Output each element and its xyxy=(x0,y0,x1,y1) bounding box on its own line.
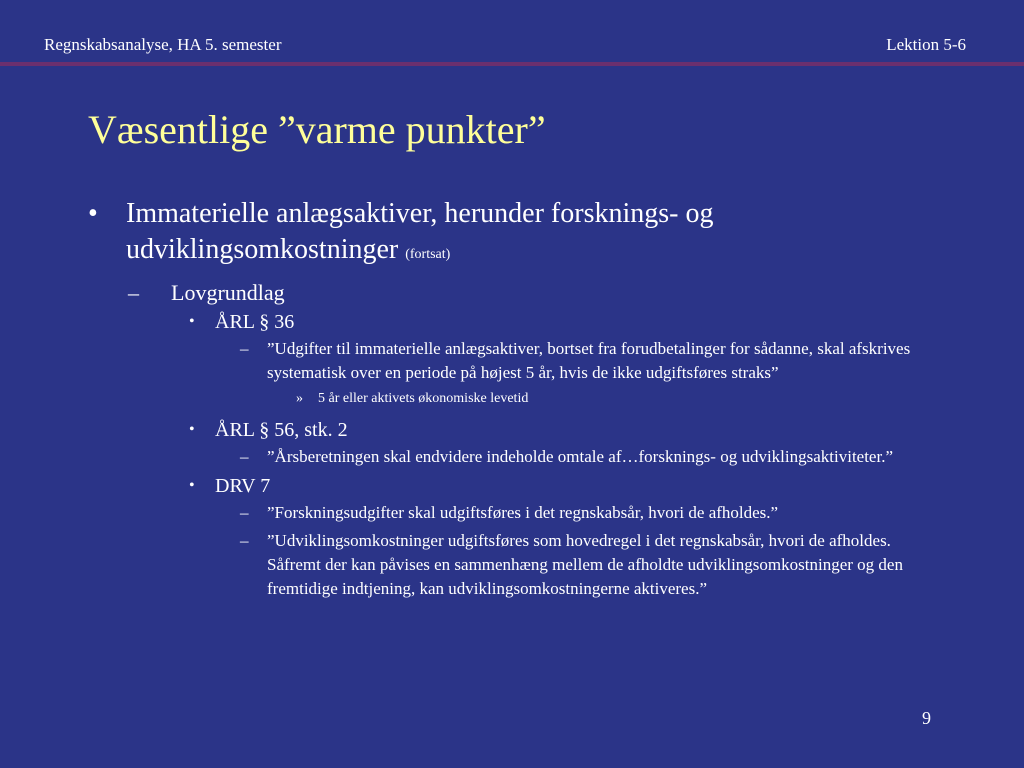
continued-note: (fortsat) xyxy=(405,247,451,262)
lecture-label: Lektion 5-6 xyxy=(886,35,966,54)
bullet-text: Lovgrundlag xyxy=(171,280,285,305)
bullet-arl36-note xyxy=(296,389,1024,409)
bullet-arl56-quote xyxy=(240,445,1024,469)
dash-mark: – xyxy=(128,280,139,305)
bullet-text xyxy=(126,196,906,273)
slide-body xyxy=(0,196,1024,605)
chevron-mark: » xyxy=(296,391,303,406)
course-title: Regnskabsanalyse, HA 5. semester xyxy=(44,35,282,54)
bullet-drv7-quote1 xyxy=(240,501,1024,525)
bullet-text: ÅRL § 56, stk. 2 xyxy=(215,419,348,441)
bullet-text: ÅRL § 36 xyxy=(215,311,295,333)
page-number: 9 xyxy=(922,708,931,728)
note-text: 5 år eller aktivets økonomiske levetid xyxy=(318,391,529,406)
dash-mark: – xyxy=(240,447,249,466)
bullet-drv7 xyxy=(189,473,1024,499)
bullet-main xyxy=(88,196,1024,273)
quote-text: ”Forskningsudgifter skal udgiftsføres i det regnskabsår, hvori de afholdes.” xyxy=(267,503,779,522)
bullet-drv7-quote2 xyxy=(240,529,1024,601)
bullet-arl36-quote xyxy=(240,337,1024,385)
slide-header xyxy=(0,0,1024,62)
quote-text: ”Udgifter til immaterielle anlægsaktiver, bortset fra forudbetalinger for sådanne, skal afskrives systematisk over en periode på højest 5 år, hvis de ikke udgiftsføres straks” xyxy=(267,339,911,382)
bullet-arl56 xyxy=(189,417,1024,443)
dash-mark: – xyxy=(240,339,249,358)
header-divider xyxy=(0,62,1024,66)
main-bullet-text: Immaterielle anlægsaktiver, herunder forsknings- og udviklingsomkostninger xyxy=(126,198,714,265)
dash-mark: – xyxy=(240,503,249,522)
quote-text: ”Udviklingsomkostninger udgiftsføres som hovedregel i det regnskabsår, hvori de afholdes. Såfremt der kan påvises en sammenhæng mellem de afholdte udviklingsomkostninger og den fremtidige indtjening, kan udviklingsomkostningerne aktiveres.” xyxy=(267,531,903,598)
bullet-arl36 xyxy=(189,309,1024,335)
bullet-mark: • xyxy=(189,313,195,330)
bullet-mark: • xyxy=(189,421,195,438)
slide-title: Væsentlige ”varme punkter” xyxy=(88,107,546,152)
dash-mark: – xyxy=(240,531,249,550)
bullet-mark: • xyxy=(189,477,195,494)
bullet-text: DRV 7 xyxy=(215,475,271,497)
bullet-law xyxy=(128,279,1024,307)
quote-text: ”Årsberetningen skal endvidere indeholde omtale af…forsknings- og udviklingsaktiviteter.” xyxy=(267,447,893,466)
bullet-mark: • xyxy=(88,198,98,229)
